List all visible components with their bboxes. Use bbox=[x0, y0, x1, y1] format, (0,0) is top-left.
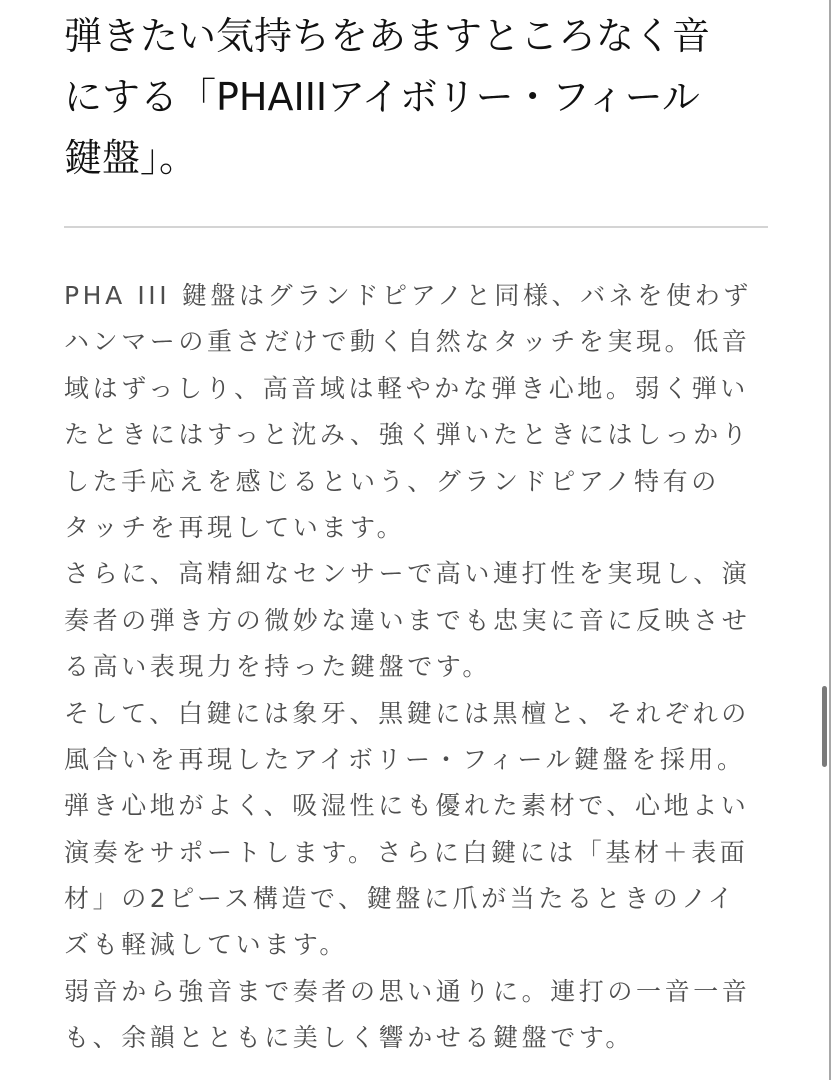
body-line: る高い表現力を持った鍵盤です。 bbox=[64, 652, 492, 682]
body-line: そして、白鍵には象牙、黒鍵には黒檀と、それぞれの bbox=[64, 698, 750, 728]
body-line: 弱音から強音まで奏者の思い通りに。連打の一音一音 bbox=[64, 976, 751, 1006]
heading-line: 鍵盤」。 bbox=[64, 136, 198, 180]
heading-line: にする「PHAIIIアイボリー・フィール bbox=[64, 75, 700, 119]
body-line: タッチを再現しています。 bbox=[64, 512, 406, 542]
body-line: ズも軽減しています。 bbox=[64, 930, 349, 960]
section-divider bbox=[64, 226, 768, 228]
article-body bbox=[64, 273, 774, 1062]
body-line: 演奏をサポートします。さらに白鍵には「基材＋表面 bbox=[64, 837, 749, 867]
article-heading bbox=[64, 8, 784, 191]
body-line: した手応えを感じるという、グランドピアノ特有の bbox=[64, 466, 720, 496]
heading-line: 弾きたい気持ちをあますところなく音 bbox=[64, 14, 711, 58]
scrollbar-thumb[interactable] bbox=[822, 686, 827, 767]
body-line: たときにはすっと沈み、強く弾いたときにはしっかり bbox=[64, 420, 751, 450]
body-line: も、余韻とともに美しく響かせる鍵盤です。 bbox=[64, 1023, 635, 1053]
body-line: 材」の2ピース構造で、鍵盤に爪が当たるときのノイ bbox=[64, 884, 737, 914]
body-line: ハンマーの重さだけで動く自然なタッチを実現。低音 bbox=[64, 327, 751, 357]
body-line: さらに、高精細なセンサーで高い連打性を実現し、演 bbox=[64, 559, 751, 589]
body-line: PHA III 鍵盤はグランドピアノと同様、バネを使わず bbox=[64, 281, 752, 310]
window-right-border bbox=[829, 0, 831, 1080]
vertical-scrollbar[interactable] bbox=[818, 0, 828, 1080]
body-line: 風合いを再現したアイボリー・フィール鍵盤を採用。 bbox=[64, 744, 746, 774]
body-line: 弾き心地がよく、吸湿性にも優れた素材で、心地よい bbox=[64, 791, 750, 821]
body-line: 域はずっしり、高音域は軽やかな弾き心地。弱く弾い bbox=[64, 373, 749, 403]
body-line: 奏者の弾き方の微妙な違いまでも忠実に音に反映させ bbox=[64, 605, 751, 635]
